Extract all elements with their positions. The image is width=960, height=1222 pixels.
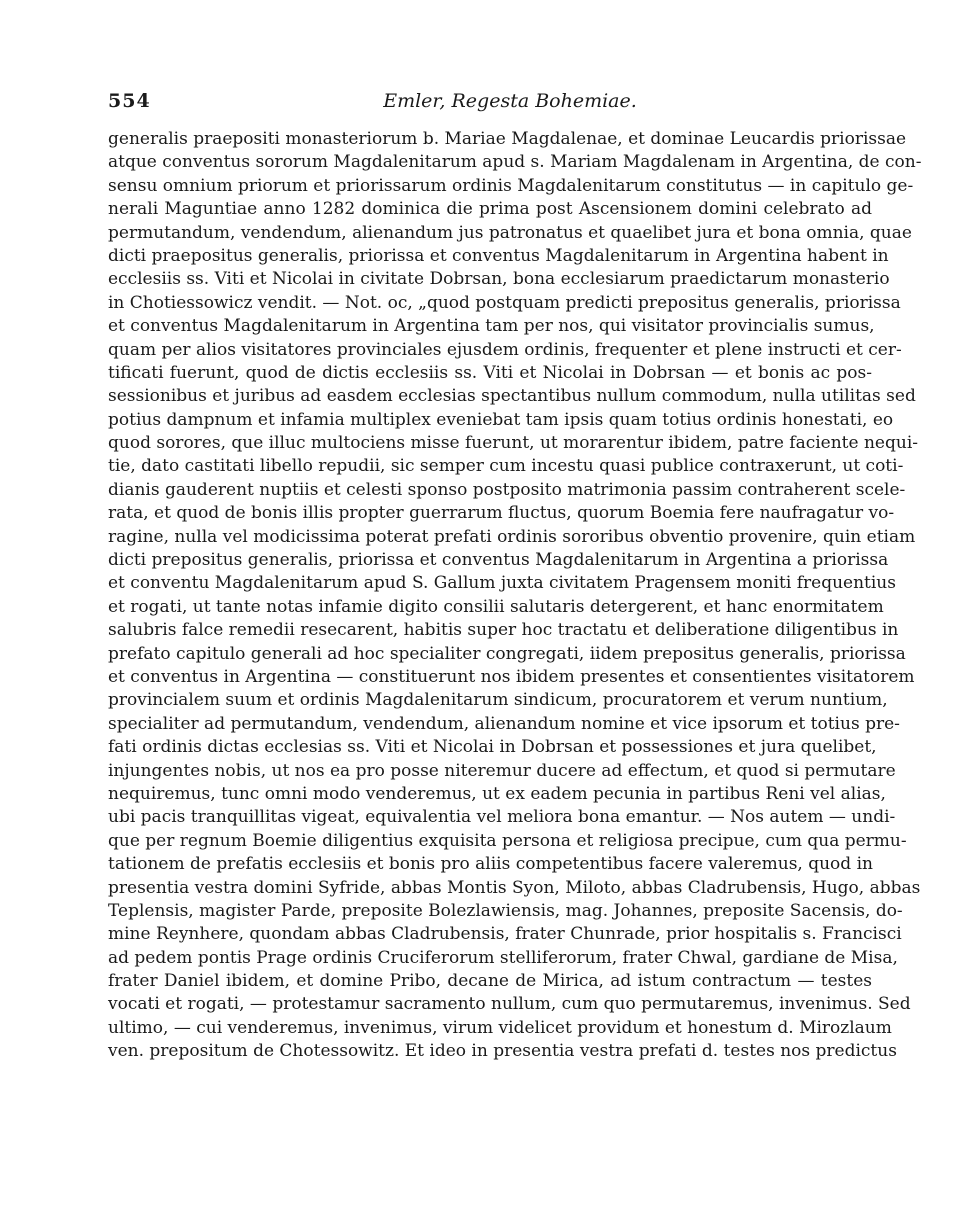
text-line: dicti praepositus generalis, priorissa et conventus Magdalenitarum in Argentina habent in	[108, 245, 889, 266]
text-line: ven. prepositum de Chotessowitz. Et ideo in presentia vestra prefati d. testes nos predictus	[108, 1041, 897, 1062]
text-line: nequiremus, tunc omni modo venderemus, ut ex eadem pecunia in partibus Reni vel alias,	[108, 783, 886, 804]
text-line: et rogati, ut tante notas infamie digito consilii salutaris detergerent, et hanc enormitatem	[108, 596, 884, 617]
text-line: sessionibus et juribus ad easdem ecclesias spectantibus nullum commodum, nulla utilitas sed	[108, 386, 916, 407]
text-line: que per regnum Boemie diligentius exquisita persona et religiosa precipue, cum qua permu-	[108, 830, 907, 851]
text-line: rata, et quod de bonis illis propter guerrarum fluctus, quorum Boemia fere naufragatur vo-	[108, 503, 895, 524]
page-number: 554	[108, 90, 151, 112]
text-line: et conventus in Argentina — constituerunt nos ibidem presentes et consentientes visitatorem	[108, 666, 915, 687]
text-line: generalis praepositi monasteriorum b. Mariae Magdalenae, et dominae Leucardis priorissae	[108, 129, 907, 149]
text-line: ragine, nulla vel modicissima poterat prefati ordinis sororibus obventio provenire, quin etiam	[108, 526, 916, 547]
text-line: tationem de prefatis ecclesiis et bonis pro aliis competentibus facere valeremus, quod in	[108, 854, 873, 875]
text-line: prefato capitulo generali ad hoc specialiter congregati, iidem prepositus generalis, priorissa	[108, 643, 906, 664]
text-line: vocati et rogati, — protestamur sacramento nullum, cum quo permutaremus, invenimus. Sed	[108, 994, 911, 1015]
text-line: specialiter ad permutandum, vendendum, alienandum nomine et vice ipsorum et totius pre-	[108, 713, 900, 734]
text-line: potius dampnum et infamia multiplex eveniebat tam ipsis quam totius ordinis honestati, eo	[108, 409, 894, 430]
text-line: dianis gauderent nuptiis et celesti sponso postposito matrimonia passim contraherent scele-	[108, 479, 906, 500]
text-line: quod sorores, que illuc multociens misse fuerunt, ut morarentur ibidem, patre faciente nequi-	[108, 433, 918, 454]
text-line: atque conventus sororum Magdalenitarum apud s. Mariam Magdalenam in Argentina, de con-	[108, 152, 922, 173]
text-line: nerali Maguntiae anno 1282 dominica die prima post Ascensionem domini celebrato ad	[108, 199, 872, 220]
text-line: tie, dato castitati libello repudii, sic semper cum incestu quasi publice contraxerunt, ut coti-	[108, 456, 904, 477]
text-line: presentia vestra domini Syfride, abbas Montis Syon, Miloto, abbas Cladrubensis, Hugo, abbas	[108, 877, 921, 898]
text-line: ad pedem pontis Prage ordinis Cruciferorum stelliferorum, frater Chwal, gardiane de Misa,	[108, 947, 898, 968]
body-text	[108, 128, 922, 1064]
text-line: injungentes nobis, ut nos ea pro posse niteremur ducere ad effectum, et quod si permutare	[108, 760, 896, 781]
text-line: permutandum, vendendum, alienandum jus patronatus et quaelibet jura et bona omnia, quae	[108, 222, 912, 243]
text-line: sensu omnium priorum et priorissarum ordinis Magdalenitarum constitutus — in capitulo ge-	[108, 175, 914, 196]
text-line: quam per alios visitatores provinciales ejusdem ordinis, frequenter et plene instructi et cer-	[108, 339, 902, 360]
text-line: ultimo, — cui venderemus, invenimus, virum videlicet providum et honestum d. Mirozlaum	[108, 1017, 892, 1038]
text-line: dicti prepositus generalis, priorissa et conventus Magdalenitarum in Argentina a priorissa	[108, 550, 889, 571]
page-header	[108, 90, 872, 120]
text-line: salubris falce remedii resecarent, habitis super hoc tractatu et deliberatione diligentibus in	[108, 620, 899, 641]
text-line: ubi pacis tranquillitas vigeat, equivalentia vel meliora bona emantur. — Nos autem — undi-	[108, 807, 896, 828]
text-line: ecclesiis ss. Viti et Nicolai in civitate Dobrsan, bona ecclesiarum praedictarum monasterio	[108, 269, 890, 290]
text-line: Teplensis, magister Parde, preposite Bolezlawiensis, mag. Johannes, preposite Sacensis, do-	[108, 900, 903, 921]
text-line: frater Daniel ibidem, et domine Pribo, decane de Mirica, ad istum contractum — testes	[108, 971, 872, 992]
text-line: et conventu Magdalenitarum apud S. Gallum juxta civitatem Pragensem moniti frequentius	[108, 573, 896, 594]
text-line: fati ordinis dictas ecclesias ss. Viti et Nicolai in Dobrsan et possessiones et jura quelibet,	[108, 737, 877, 758]
text-line: mine Reynhere, quondam abbas Cladrubensis, frater Chunrade, prior hospitalis s. Francisci	[108, 924, 902, 945]
text-line: in Chotiessowicz vendit. — Not. oc, „quod postquam predicti prepositus generalis, priorissa	[108, 292, 901, 313]
running-title: Emler, Regesta Bohemiae.	[383, 90, 637, 112]
text-line: provincialem suum et ordinis Magdalenitarum sindicum, procuratorem et verum nuntium,	[108, 690, 888, 711]
text-line: tificati fuerunt, quod de dictis ecclesiis ss. Viti et Nicolai in Dobrsan — et bonis ac pos-	[108, 362, 872, 383]
text-line: et conventus Magdalenitarum in Argentina tam per nos, qui visitator provincialis sumus,	[108, 316, 875, 337]
